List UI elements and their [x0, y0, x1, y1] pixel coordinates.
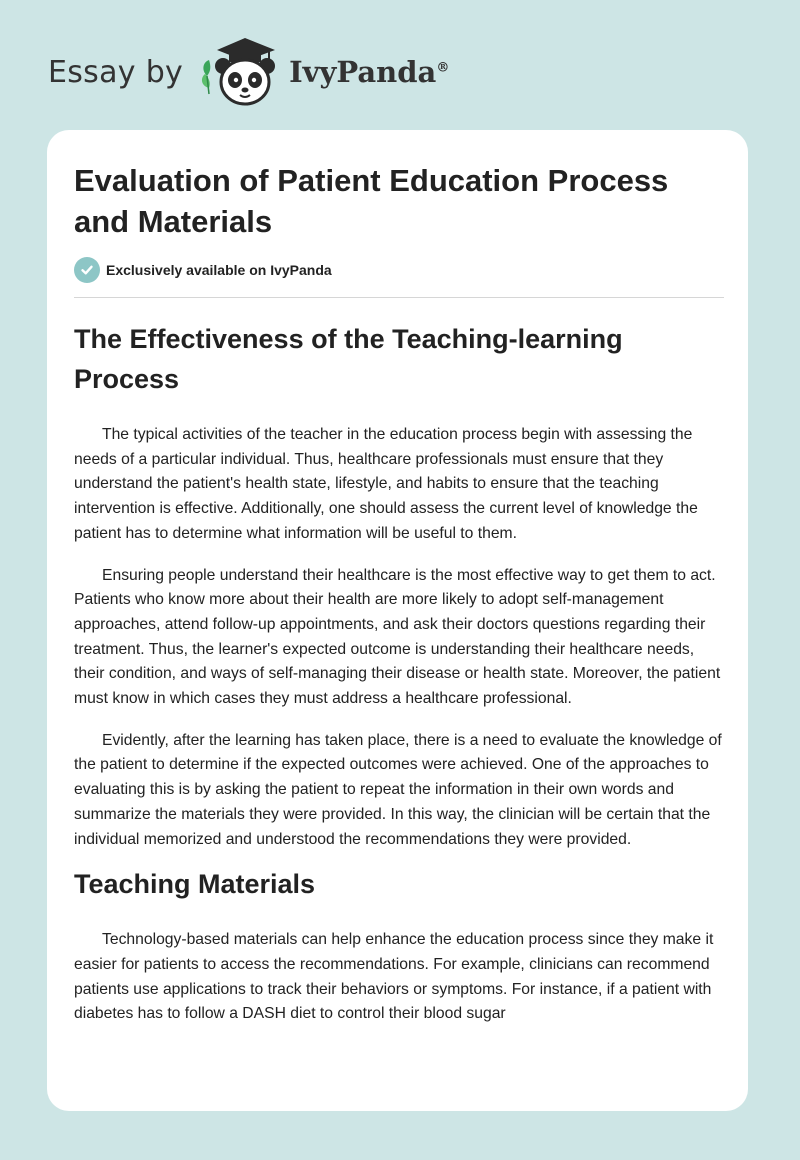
panda-logo-icon: [197, 36, 283, 108]
brand-name: IvyPanda®: [289, 55, 450, 89]
section-heading: The Effectiveness of the Teaching-learning Process: [74, 324, 623, 394]
brand-header: [48, 36, 449, 108]
essay-content: [74, 160, 724, 1027]
essay-card: [47, 130, 748, 1111]
exclusive-badge: [74, 256, 724, 284]
divider: [74, 297, 724, 298]
paragraph: Ensuring people understand their healthcare is the most effective way to get them to act. Patients who know more about their health are more likely to adopt self-management approaches, attend follow-up appointments, and ask their doctors questions regarding their treatment. Thus, the learner's expected outcome is understanding their healthcare needs, their condition, and ways of self-managing their disease or health state. Moreover, the patient must know in which cases they must address a healthcare professional.: [74, 566, 721, 708]
paragraph: Evidently, after the learning has taken place, there is a need to evaluate the knowledge of the patient to determine if the expected outcomes were achieved. One of the approaches to evaluating this is by asking the patient to repeat the information in their own words and summarize the materials they were provided. In this way, the clinician will be certain that the individual memorized and understood the recommendations they were provided.: [74, 731, 722, 848]
exclusive-label: Exclusively available on IvyPanda: [106, 262, 332, 278]
brand-prefix: Essay by: [48, 54, 184, 90]
paragraph: Technology-based materials can help enhance the education process since they make it easier for patients to access the recommendations. For example, clinicians can recommend patients use applications to track their behaviors or symptoms. For instance, if a patient with diabetes has to follow a DASH diet to control their blood sugar: [74, 931, 714, 1023]
section-heading: Teaching Materials: [74, 869, 316, 900]
check-icon: [74, 257, 100, 283]
paragraph: The typical activities of the teacher in the education process begin with assessing the needs of a particular individual. Thus, healthcare professionals must ensure that they understand the patient's health state, lifestyle, and habits to ensure that the teaching intervention is effective. Additionally, one should assess the current level of knowledge the patient has to determine what information will be useful to them.: [74, 426, 698, 542]
page-title: Evaluation of Patient Education Process and Materials: [74, 163, 669, 239]
